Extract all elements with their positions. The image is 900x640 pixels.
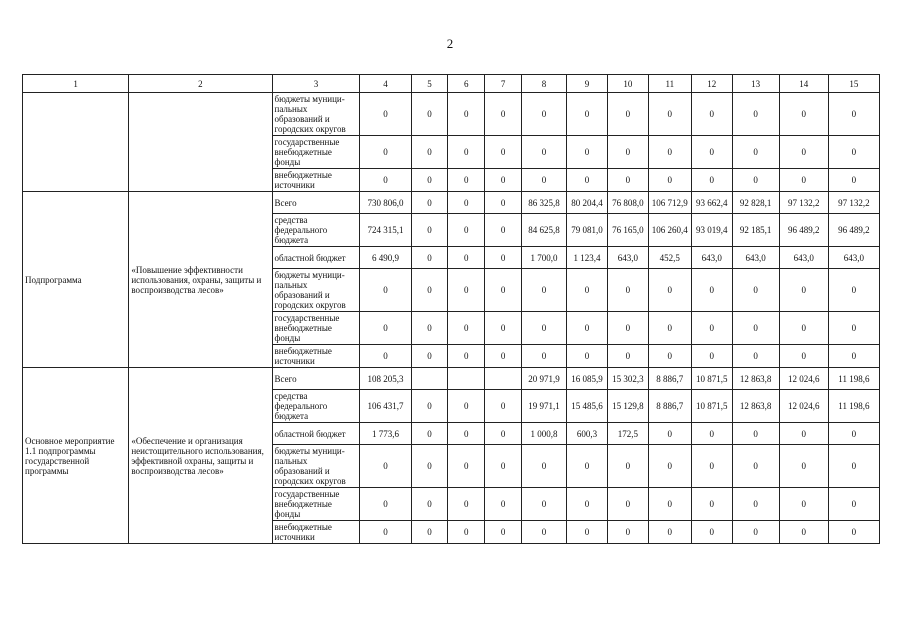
value-cell: 0 xyxy=(691,136,732,169)
value-cell: 0 xyxy=(607,488,648,521)
value-cell: 0 xyxy=(485,247,522,269)
value-cell: 0 xyxy=(732,169,779,192)
value-cell: 0 xyxy=(522,345,567,368)
value-cell: 0 xyxy=(648,93,691,136)
column-header: 8 xyxy=(522,75,567,93)
value-cell: 0 xyxy=(485,269,522,312)
value-cell: 92 828,1 xyxy=(732,192,779,214)
funding-source-cell: областной бюджет xyxy=(272,423,360,445)
value-cell: 0 xyxy=(448,192,485,214)
value-cell: 0 xyxy=(779,488,828,521)
value-cell: 8 886,7 xyxy=(648,390,691,423)
value-cell: 19 971,1 xyxy=(522,390,567,423)
value-cell: 0 xyxy=(691,269,732,312)
program-name-cell xyxy=(23,93,129,192)
value-cell: 0 xyxy=(567,312,608,345)
page-number: 2 xyxy=(446,36,454,51)
value-cell: 0 xyxy=(691,345,732,368)
value-cell: 0 xyxy=(779,269,828,312)
value-cell: 93 662,4 xyxy=(691,192,732,214)
value-cell: 0 xyxy=(522,169,567,192)
value-cell: 0 xyxy=(779,521,828,544)
value-cell: 0 xyxy=(567,169,608,192)
column-header: 10 xyxy=(607,75,648,93)
value-cell: 0 xyxy=(732,345,779,368)
value-cell: 97 132,2 xyxy=(828,192,879,214)
funding-source-cell: внебюджетные источники xyxy=(272,345,360,368)
value-cell: 0 xyxy=(411,93,448,136)
value-cell: 0 xyxy=(691,93,732,136)
value-cell: 172,5 xyxy=(607,423,648,445)
funding-source-cell: государственные внебюджетные фонды xyxy=(272,312,360,345)
value-cell: 0 xyxy=(732,136,779,169)
program-name-cell: Подпрограмма xyxy=(23,192,129,368)
value-cell: 0 xyxy=(448,390,485,423)
value-cell: 643,0 xyxy=(691,247,732,269)
value-cell xyxy=(485,368,522,390)
value-cell: 0 xyxy=(360,345,411,368)
value-cell: 0 xyxy=(567,521,608,544)
value-cell: 0 xyxy=(411,488,448,521)
budget-table xyxy=(22,74,880,544)
value-cell: 0 xyxy=(485,488,522,521)
funding-source-cell: бюджеты муници-пальных образований и городских округов xyxy=(272,269,360,312)
value-cell: 11 198,6 xyxy=(828,390,879,423)
column-header: 6 xyxy=(448,75,485,93)
value-cell: 0 xyxy=(522,488,567,521)
value-cell: 8 886,7 xyxy=(648,368,691,390)
value-cell: 0 xyxy=(691,312,732,345)
column-header: 12 xyxy=(691,75,732,93)
column-header: 3 xyxy=(272,75,360,93)
column-header: 1 xyxy=(23,75,129,93)
value-cell: 0 xyxy=(648,269,691,312)
value-cell: 0 xyxy=(648,169,691,192)
value-cell: 20 971,9 xyxy=(522,368,567,390)
value-cell: 97 132,2 xyxy=(779,192,828,214)
value-cell: 0 xyxy=(360,488,411,521)
value-cell: 643,0 xyxy=(607,247,648,269)
value-cell: 0 xyxy=(607,269,648,312)
value-cell: 0 xyxy=(607,169,648,192)
value-cell: 0 xyxy=(828,136,879,169)
value-cell: 0 xyxy=(648,345,691,368)
value-cell: 84 625,8 xyxy=(522,214,567,247)
value-cell: 0 xyxy=(691,445,732,488)
value-cell: 0 xyxy=(411,247,448,269)
value-cell: 0 xyxy=(828,93,879,136)
value-cell: 0 xyxy=(648,521,691,544)
value-cell: 0 xyxy=(779,423,828,445)
value-cell: 0 xyxy=(448,445,485,488)
value-cell: 0 xyxy=(732,488,779,521)
value-cell: 106 712,9 xyxy=(648,192,691,214)
value-cell: 643,0 xyxy=(779,247,828,269)
funding-source-cell: внебюджетные источники xyxy=(272,521,360,544)
value-cell: 0 xyxy=(828,169,879,192)
value-cell: 106 260,4 xyxy=(648,214,691,247)
column-header: 15 xyxy=(828,75,879,93)
value-cell: 0 xyxy=(448,269,485,312)
value-cell: 0 xyxy=(448,169,485,192)
value-cell: 0 xyxy=(828,445,879,488)
value-cell: 0 xyxy=(732,269,779,312)
value-cell: 0 xyxy=(648,488,691,521)
value-cell: 0 xyxy=(828,345,879,368)
value-cell: 1 000,8 xyxy=(522,423,567,445)
value-cell: 0 xyxy=(360,521,411,544)
value-cell: 0 xyxy=(485,214,522,247)
table-row xyxy=(23,192,880,214)
funding-source-cell: областной бюджет xyxy=(272,247,360,269)
value-cell: 600,3 xyxy=(567,423,608,445)
value-cell: 0 xyxy=(448,247,485,269)
value-cell: 6 490,9 xyxy=(360,247,411,269)
value-cell: 0 xyxy=(607,312,648,345)
value-cell: 0 xyxy=(411,521,448,544)
value-cell: 0 xyxy=(485,445,522,488)
value-cell: 10 871,5 xyxy=(691,368,732,390)
value-cell: 0 xyxy=(360,312,411,345)
value-cell: 0 xyxy=(691,169,732,192)
value-cell: 0 xyxy=(607,345,648,368)
funding-source-cell: внебюджетные источники xyxy=(272,169,360,192)
funding-source-cell: Всего xyxy=(272,192,360,214)
column-header: 2 xyxy=(129,75,272,93)
value-cell: 16 085,9 xyxy=(567,368,608,390)
value-cell: 0 xyxy=(567,136,608,169)
value-cell: 1 123,4 xyxy=(567,247,608,269)
value-cell: 0 xyxy=(522,521,567,544)
value-cell: 0 xyxy=(411,169,448,192)
value-cell: 96 489,2 xyxy=(779,214,828,247)
value-cell: 0 xyxy=(779,169,828,192)
value-cell: 730 806,0 xyxy=(360,192,411,214)
value-cell: 0 xyxy=(522,312,567,345)
value-cell: 0 xyxy=(448,521,485,544)
value-cell: 108 205,3 xyxy=(360,368,411,390)
value-cell: 0 xyxy=(607,521,648,544)
column-header: 13 xyxy=(732,75,779,93)
value-cell: 92 185,1 xyxy=(732,214,779,247)
value-cell: 0 xyxy=(779,136,828,169)
value-cell: 76 808,0 xyxy=(607,192,648,214)
funding-source-cell: государственные внебюджетные фонды xyxy=(272,136,360,169)
value-cell: 0 xyxy=(485,312,522,345)
value-cell: 0 xyxy=(485,390,522,423)
value-cell: 0 xyxy=(485,345,522,368)
value-cell: 0 xyxy=(360,269,411,312)
value-cell: 0 xyxy=(360,93,411,136)
value-cell: 79 081,0 xyxy=(567,214,608,247)
value-cell: 0 xyxy=(448,93,485,136)
value-cell: 0 xyxy=(567,488,608,521)
value-cell: 0 xyxy=(522,445,567,488)
table-row xyxy=(23,368,880,390)
value-cell: 0 xyxy=(732,521,779,544)
value-cell: 0 xyxy=(411,345,448,368)
value-cell: 11 198,6 xyxy=(828,368,879,390)
value-cell: 0 xyxy=(411,192,448,214)
value-cell: 0 xyxy=(828,269,879,312)
column-header: 4 xyxy=(360,75,411,93)
value-cell: 643,0 xyxy=(828,247,879,269)
value-cell: 0 xyxy=(485,136,522,169)
value-cell: 0 xyxy=(732,312,779,345)
value-cell: 0 xyxy=(448,312,485,345)
value-cell: 643,0 xyxy=(732,247,779,269)
value-cell: 724 315,1 xyxy=(360,214,411,247)
value-cell: 10 871,5 xyxy=(691,390,732,423)
value-cell xyxy=(411,368,448,390)
value-cell: 0 xyxy=(648,312,691,345)
value-cell: 96 489,2 xyxy=(828,214,879,247)
value-cell: 0 xyxy=(828,423,879,445)
value-cell: 0 xyxy=(691,488,732,521)
funding-source-cell: бюджеты муници-пальных образований и городских округов xyxy=(272,445,360,488)
value-cell: 0 xyxy=(448,423,485,445)
value-cell: 0 xyxy=(360,136,411,169)
column-header: 11 xyxy=(648,75,691,93)
funding-source-cell: средства федерального бюджета xyxy=(272,214,360,247)
value-cell: 0 xyxy=(567,269,608,312)
value-cell: 0 xyxy=(448,136,485,169)
column-header: 7 xyxy=(485,75,522,93)
value-cell: 0 xyxy=(607,93,648,136)
value-cell: 15 485,6 xyxy=(567,390,608,423)
funding-source-cell: государственные внебюджетные фонды xyxy=(272,488,360,521)
value-cell: 0 xyxy=(522,269,567,312)
value-cell: 0 xyxy=(411,136,448,169)
value-cell: 0 xyxy=(448,488,485,521)
value-cell: 1 773,6 xyxy=(360,423,411,445)
value-cell: 80 204,4 xyxy=(567,192,608,214)
value-cell: 0 xyxy=(522,136,567,169)
value-cell: 0 xyxy=(607,136,648,169)
value-cell: 76 165,0 xyxy=(607,214,648,247)
program-description-cell xyxy=(129,93,272,192)
value-cell: 0 xyxy=(828,521,879,544)
value-cell: 12 863,8 xyxy=(732,368,779,390)
value-cell: 0 xyxy=(485,423,522,445)
value-cell: 0 xyxy=(485,169,522,192)
value-cell: 0 xyxy=(485,192,522,214)
value-cell: 0 xyxy=(567,93,608,136)
header-row xyxy=(23,75,880,93)
value-cell: 0 xyxy=(448,345,485,368)
value-cell: 0 xyxy=(691,423,732,445)
table-row xyxy=(23,93,880,136)
value-cell: 12 024,6 xyxy=(779,368,828,390)
value-cell: 0 xyxy=(779,345,828,368)
column-header: 9 xyxy=(567,75,608,93)
funding-source-cell: бюджеты муници-пальных образований и городских округов xyxy=(272,93,360,136)
value-cell: 0 xyxy=(691,521,732,544)
funding-source-cell: средства федерального бюджета xyxy=(272,390,360,423)
value-cell: 0 xyxy=(648,445,691,488)
value-cell: 86 325,8 xyxy=(522,192,567,214)
value-cell: 452,5 xyxy=(648,247,691,269)
value-cell: 0 xyxy=(567,345,608,368)
value-cell: 15 129,8 xyxy=(607,390,648,423)
program-description-cell: «Повышение эффективности использования, охраны, защиты и воспроизводства лесов» xyxy=(129,192,272,368)
value-cell: 0 xyxy=(779,312,828,345)
program-name-cell: Основное мероприятие 1.1 подпрограммы государственной программы xyxy=(23,368,129,544)
value-cell: 0 xyxy=(411,423,448,445)
value-cell: 0 xyxy=(828,488,879,521)
value-cell: 93 019,4 xyxy=(691,214,732,247)
value-cell: 0 xyxy=(567,445,608,488)
value-cell: 0 xyxy=(648,136,691,169)
value-cell: 0 xyxy=(522,93,567,136)
value-cell: 0 xyxy=(411,312,448,345)
column-header: 5 xyxy=(411,75,448,93)
value-cell: 0 xyxy=(360,169,411,192)
value-cell: 15 302,3 xyxy=(607,368,648,390)
table-body xyxy=(23,93,880,544)
value-cell: 0 xyxy=(732,445,779,488)
value-cell: 0 xyxy=(411,269,448,312)
value-cell xyxy=(448,368,485,390)
funding-source-cell: Всего xyxy=(272,368,360,390)
value-cell: 0 xyxy=(411,214,448,247)
value-cell: 0 xyxy=(485,93,522,136)
value-cell: 0 xyxy=(411,390,448,423)
value-cell: 0 xyxy=(360,445,411,488)
value-cell: 0 xyxy=(732,93,779,136)
value-cell: 12 024,6 xyxy=(779,390,828,423)
value-cell: 0 xyxy=(448,214,485,247)
value-cell: 1 700,0 xyxy=(522,247,567,269)
program-description-cell: «Обеспечение и организация неистощительного использования, эффективной охраны, защиты и воспроизводства лесов» xyxy=(129,368,272,544)
value-cell: 12 863,8 xyxy=(732,390,779,423)
value-cell: 0 xyxy=(485,521,522,544)
column-header: 14 xyxy=(779,75,828,93)
value-cell: 106 431,7 xyxy=(360,390,411,423)
value-cell: 0 xyxy=(828,312,879,345)
value-cell: 0 xyxy=(779,445,828,488)
value-cell: 0 xyxy=(648,423,691,445)
value-cell: 0 xyxy=(732,423,779,445)
value-cell: 0 xyxy=(607,445,648,488)
value-cell: 0 xyxy=(411,445,448,488)
value-cell: 0 xyxy=(779,93,828,136)
